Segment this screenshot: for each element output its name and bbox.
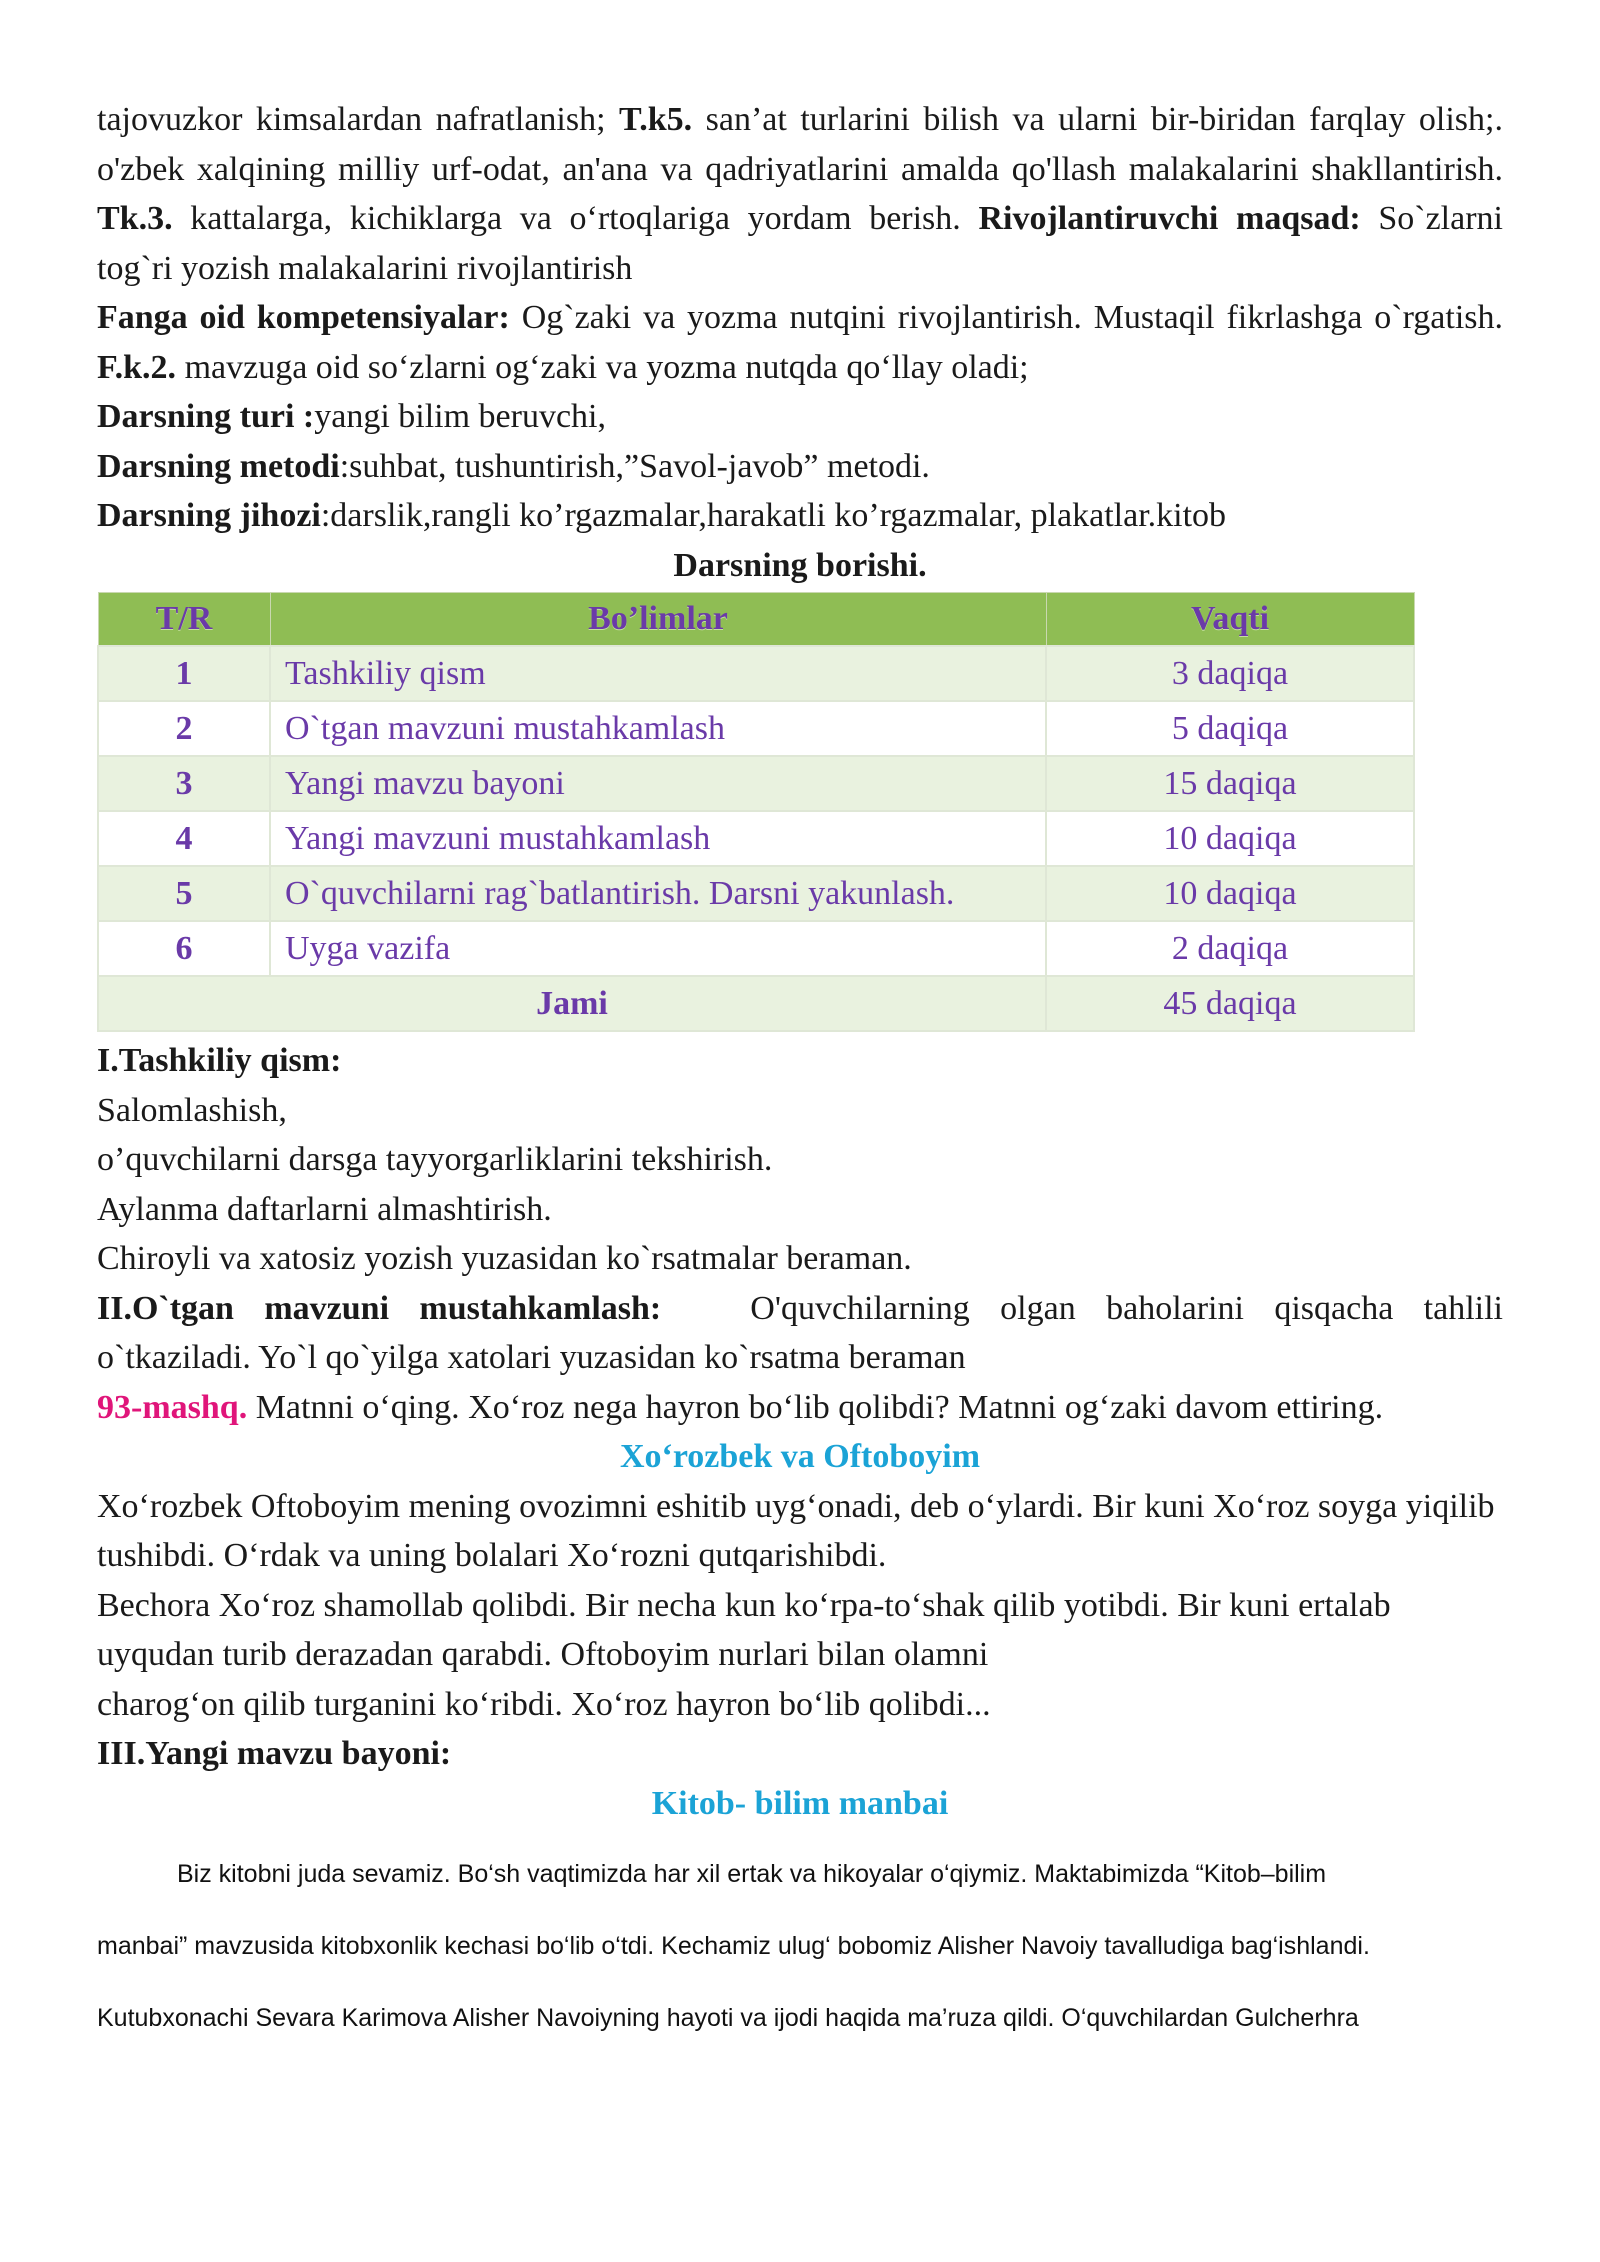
- section1-heading: [97, 1036, 1503, 1086]
- table-row: [98, 866, 1414, 921]
- competencies-text: Og`zaki va yozma nutqini rivojlantirish. Mustaqil fikrlashga o`rgatish.: [509, 299, 1504, 336]
- section1-line: Salomlashish,: [97, 1091, 287, 1129]
- lesson-equipment-label: Darsning jihozi: [97, 497, 321, 534]
- total-label: Jami: [98, 976, 1046, 1031]
- exercise-text: Matnni o‘qing. Xo‘roz nega hayron bo‘lib qolibdi? Matnni og‘zaki davom ettiring.: [247, 1388, 1384, 1426]
- header-sections: Bo’limlar: [270, 593, 1046, 647]
- competency-code-fk2: F.k.2.: [97, 348, 177, 386]
- table-total-row: [98, 976, 1414, 1031]
- header-number: T/R: [98, 593, 270, 647]
- section1-line: Chiroyli va xatosiz yozish yuzasidan ko`rsatmalar beraman.: [97, 1240, 912, 1277]
- lesson-flow-heading: [97, 541, 1503, 591]
- row-number: 6: [98, 921, 270, 976]
- lesson-equipment-line: [97, 491, 1503, 541]
- reading-title: Kitob- bilim manbai: [651, 1784, 949, 1822]
- row-section: Yangi mavzuni mustahkamlash: [270, 811, 1046, 866]
- developmental-goal-label: Rivojlantiruvchi maqsad:: [978, 200, 1361, 237]
- row-number: 1: [98, 646, 270, 701]
- goals-text-1: tajovuzkor kimsalardan nafratlanish;: [97, 101, 620, 138]
- row-number: 4: [98, 811, 270, 866]
- lesson-plan-table: [97, 592, 1415, 1032]
- total-time: 45 daqiqa: [1046, 976, 1414, 1031]
- row-number: 3: [98, 756, 270, 811]
- lesson-method-label: Darsning metodi: [97, 447, 340, 485]
- row-section: O`quvchilarni rag`batlantirish. Darsni yakunlash.: [270, 866, 1046, 921]
- row-section: Tashkiliy qism: [270, 646, 1046, 701]
- goals-paragraph: [97, 95, 1503, 293]
- story-paragraph: Bechora Xo‘roz shamollab qolibdi. Bir necha kun ko‘rpa-to‘shak qilib yotibdi. Bir kuni ertalab uyqudan turib derazadan qarabdi. Oftoboyim nurlari bilan olamni: [97, 1586, 1391, 1673]
- exercise-paragraph: [97, 1383, 1503, 1433]
- table-row: [98, 756, 1414, 811]
- document-page: [97, 95, 1503, 2054]
- section1-heading-text: I.Tashkiliy qism:: [97, 1042, 342, 1079]
- row-section: Yangi mavzu bayoni: [270, 756, 1046, 811]
- table-header-row: [98, 593, 1414, 647]
- section2-paragraph: [97, 1284, 1503, 1383]
- section1-line: Aylanma daftarlarni almashtirish.: [97, 1190, 552, 1228]
- table-row: [98, 701, 1414, 756]
- row-time: 2 daqiqa: [1046, 921, 1414, 976]
- competencies-paragraph: [97, 293, 1503, 392]
- row-time: 10 daqiqa: [1046, 811, 1414, 866]
- row-time: 10 daqiqa: [1046, 866, 1414, 921]
- goal-code-tk3: Tk.3.: [97, 200, 173, 237]
- developmental-goal-text: So`zlarni tog`ri yozish malakalarini rivojlantirish: [97, 200, 1503, 287]
- row-section: Uyga vazifa: [270, 921, 1046, 976]
- lesson-method-line: [97, 442, 1503, 492]
- competencies-text-2: mavzuga oid so‘zlarni og‘zaki va yozma nutqda qo‘llay oladi;: [176, 348, 1029, 386]
- section1-line: o’quvchilarni darsga tayyorgarliklarini tekshirish.: [97, 1141, 773, 1178]
- lesson-equipment-value: :darslik,rangli ko’rgazmalar,harakatli ko’rgazmalar, plakatlar.kitob: [320, 497, 1227, 534]
- table-row: [98, 646, 1414, 701]
- competencies-label: Fanga oid kompetensiyalar:: [97, 299, 510, 336]
- exercise-label: 93-mashq.: [97, 1388, 248, 1426]
- goals-text-2: san’at turlarini bilish va ularni bir-biridan farqlay olish;. o'zbek xalqining milliy urf-odat, an'ana va qadriyatlarini amalda qo'llash malakalarini shakllantirish.: [97, 101, 1503, 188]
- lesson-flow-heading-text: Darsning borishi.: [673, 546, 927, 584]
- reading-line: manbai” mavzusida kitobxonlik kechasi bo‘lib o‘tdi. Kechamiz ulug‘ bobomiz Alisher Navoiy tavalludiga bag‘ishlandi.: [97, 1932, 1370, 1960]
- row-number: 5: [98, 866, 270, 921]
- row-section: O`tgan mavzuni mustahkamlash: [270, 701, 1046, 756]
- story-title: Xo‘rozbek va Oftoboyim: [619, 1438, 981, 1475]
- section3-heading-text: III.Yangi mavzu bayoni:: [97, 1735, 452, 1772]
- section2-text: O'quvchilarning olgan baholarini qisqacha tahlili o`tkaziladi. Yo`l qo`yilga xatolari yuzasidan ko`rsatma beraman: [97, 1289, 1503, 1376]
- section2-heading: II.O`tgan mavzuni mustahkamlash:: [97, 1289, 662, 1327]
- header-time: Vaqti: [1046, 593, 1414, 647]
- table-row: [98, 811, 1414, 866]
- section3-heading: [97, 1729, 1503, 1779]
- goals-text-3: kattalarga, kichiklarga va o‘rtoqlariga yordam berish.: [172, 200, 979, 237]
- story-paragraph: Xo‘rozbek Oftoboyim mening ovozimni eshitib uyg‘onadi, deb o‘ylardi. Bir kuni Xo‘roz soyga yiqilib tushibdi. O‘rdak va uning bolalari Xo‘rozni qutqarishibdi.: [97, 1487, 1495, 1574]
- reading-line: Kutubxonachi Sevara Karimova Alisher Navoiyning hayoti va ijodi haqida ma’ruza qildi. O‘quvchilardan Gulcherhra: [97, 2004, 1359, 2032]
- goal-code-tk5: T.k5.: [619, 101, 693, 138]
- reading-line: Biz kitobni juda sevamiz. Bo‘sh vaqtimizda har xil ertak va hikoyalar o‘qiymiz. Maktabimizda “Kitob–bilim: [177, 1860, 1327, 1888]
- row-number: 2: [98, 701, 270, 756]
- lesson-type-line: [97, 392, 1503, 442]
- lesson-method-value: :suhbat, tushuntirish,”Savol-javob” metodi.: [339, 447, 930, 485]
- row-time: 15 daqiqa: [1046, 756, 1414, 811]
- row-time: 3 daqiqa: [1046, 646, 1414, 701]
- lesson-type-label: Darsning turi :: [97, 398, 315, 435]
- story-paragraph: charog‘on qilib turganini ko‘ribdi. Xo‘roz hayron bo‘lib qolibdi...: [97, 1685, 991, 1723]
- table-row: [98, 921, 1414, 976]
- row-time: 5 daqiqa: [1046, 701, 1414, 756]
- lesson-type-value: yangi bilim beruvchi,: [314, 398, 607, 435]
